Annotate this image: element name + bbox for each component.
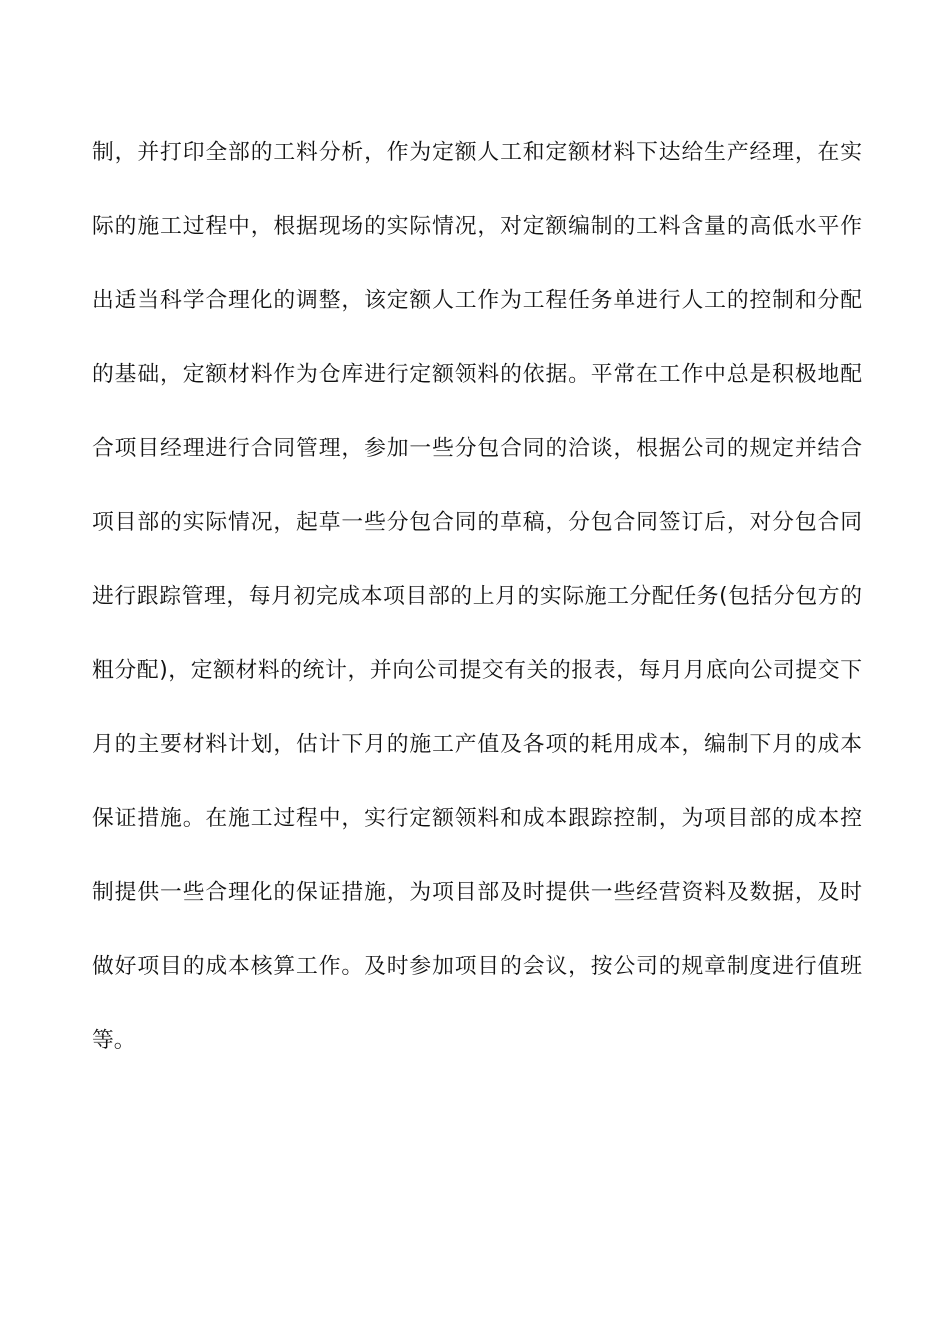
paragraph-line: 保证措施。在施工过程中，实行定额领料和成本跟踪控制，为项目部的成本控 [92, 806, 862, 831]
paragraph-line: 的基础，定额材料作为仓库进行定额领料的依据。平常在工作中总是积极地配 [92, 362, 862, 387]
paragraph-line: 项目部的实际情况，起草一些分包合同的草稿，分包合同签订后，对分包合同 [92, 510, 862, 535]
paragraph-line: 进行跟踪管理，每月初完成本项目部的上月的实际施工分配任务(包括分包方的 [92, 584, 862, 609]
paragraph-line: 做好项目的成本核算工作。及时参加项目的会议，按公司的规章制度进行值班 [92, 954, 862, 979]
paragraph-line: 际的施工过程中，根据现场的实际情况，对定额编制的工料含量的高低水平作 [92, 214, 862, 239]
paragraph-line: 合项目经理进行合同管理，参加一些分包合同的洽谈，根据公司的规定并结合 [92, 436, 862, 461]
paragraph-line: 出适当科学合理化的调整，该定额人工作为工程任务单进行人工的控制和分配 [92, 288, 862, 313]
paragraph-line: 粗分配)，定额材料的统计，并向公司提交有关的报表，每月月底向公司提交下 [92, 658, 862, 683]
paragraph-line-last: 等。 [92, 1028, 136, 1053]
paragraph-line: 月的主要材料计划，估计下月的施工产值及各项的耗用成本，编制下月的成本 [92, 732, 862, 757]
body-paragraph [92, 130, 862, 1092]
paragraph-line: 制提供一些合理化的保证措施，为项目部及时提供一些经营资料及数据，及时 [92, 880, 862, 905]
paragraph-line: 制，并打印全部的工料分析，作为定额人工和定额材料下达给生产经理，在实 [92, 140, 862, 165]
